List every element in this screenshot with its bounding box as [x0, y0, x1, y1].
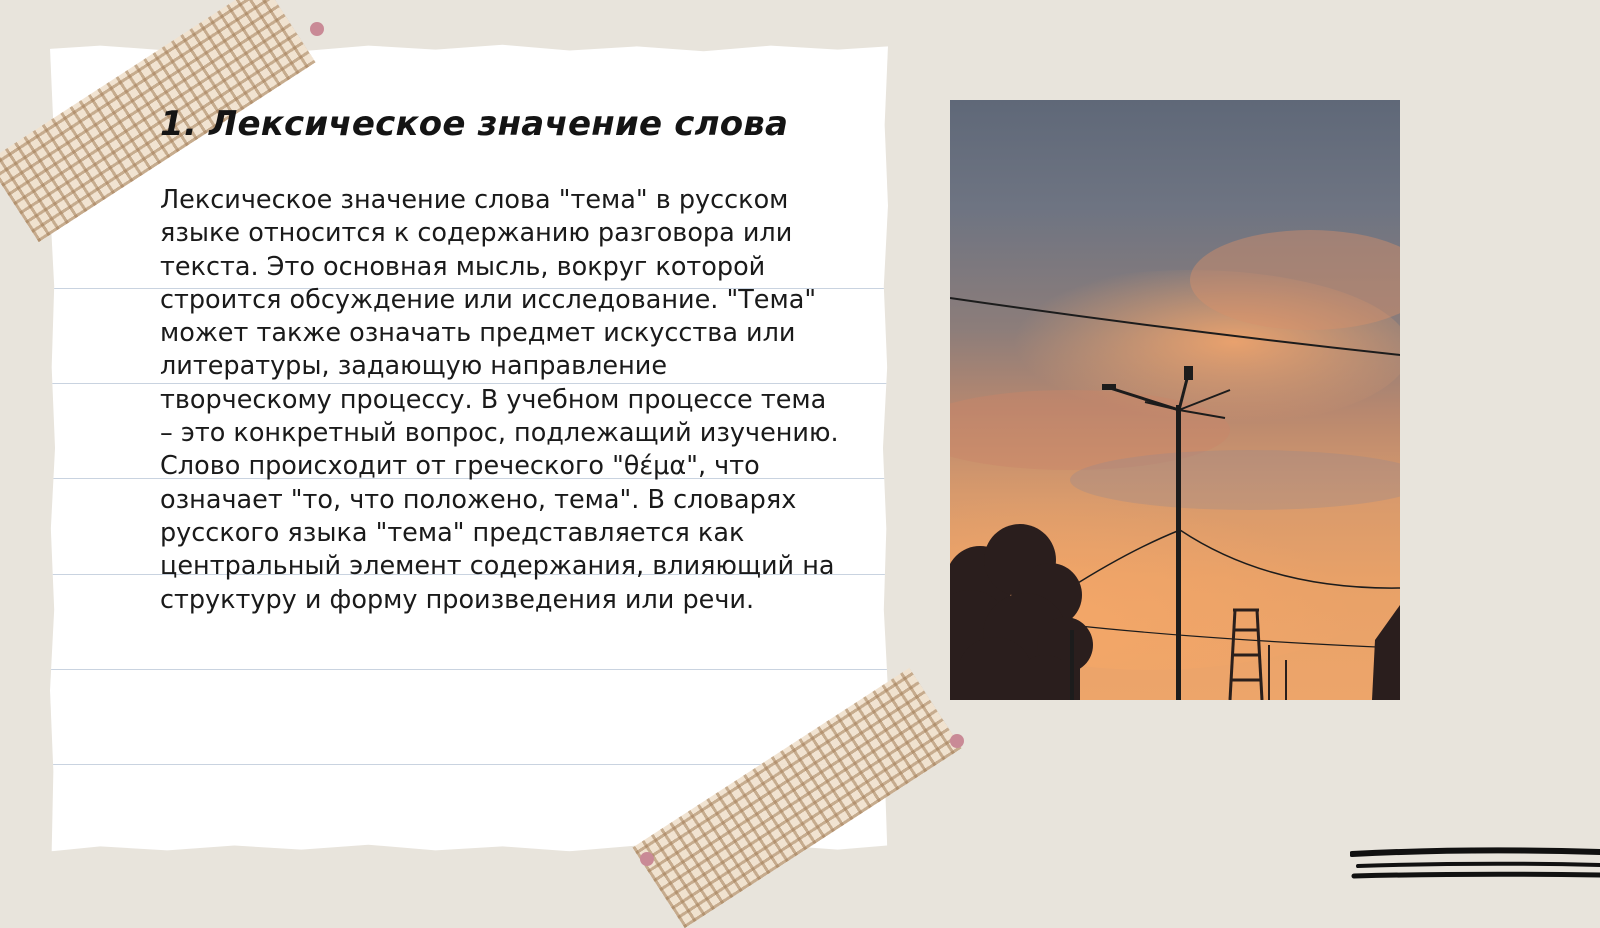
- pin-decoration: [310, 22, 324, 36]
- sunset-scene-graphic: [950, 100, 1400, 700]
- brush-stroke: [1352, 850, 1600, 854]
- building-silhouette: [1372, 605, 1400, 700]
- brush-stroke: [1358, 864, 1600, 866]
- slide-body-text: Лексическое значение слова "тема" в русском языке относится к содержанию разговора или текста. Это основная мысль, вокруг которой строится обсуждение или исследование. "Тема" может также означать предмет искусства или литературы, задающую направление творческому процессу. В учебном процессе тема – это конкретный вопрос, подлежащий изучению. Слово происходит от греческого "θέμα", что означает "то, что положено, тема". В словарях русского языка "тема" представляется как центральный элемент содержания, влияющий на структуру и форму произведения или речи.: [160, 185, 839, 615]
- decorative-brush-strokes: [1350, 846, 1600, 894]
- lamp-post: [1176, 405, 1181, 700]
- brush-stroke: [1354, 874, 1600, 876]
- distant-pole: [1285, 660, 1287, 700]
- lamp-head: [1102, 384, 1116, 390]
- sunset-photo: [950, 100, 1400, 700]
- pin-decoration: [950, 734, 964, 748]
- lamp-head: [1184, 366, 1193, 380]
- utility-pole: [1070, 630, 1074, 700]
- paper-rule-line: [50, 669, 888, 670]
- slide-title: 1. Лексическое значение слова: [160, 104, 789, 144]
- distant-pole: [1268, 645, 1270, 700]
- pin-decoration: [640, 852, 654, 866]
